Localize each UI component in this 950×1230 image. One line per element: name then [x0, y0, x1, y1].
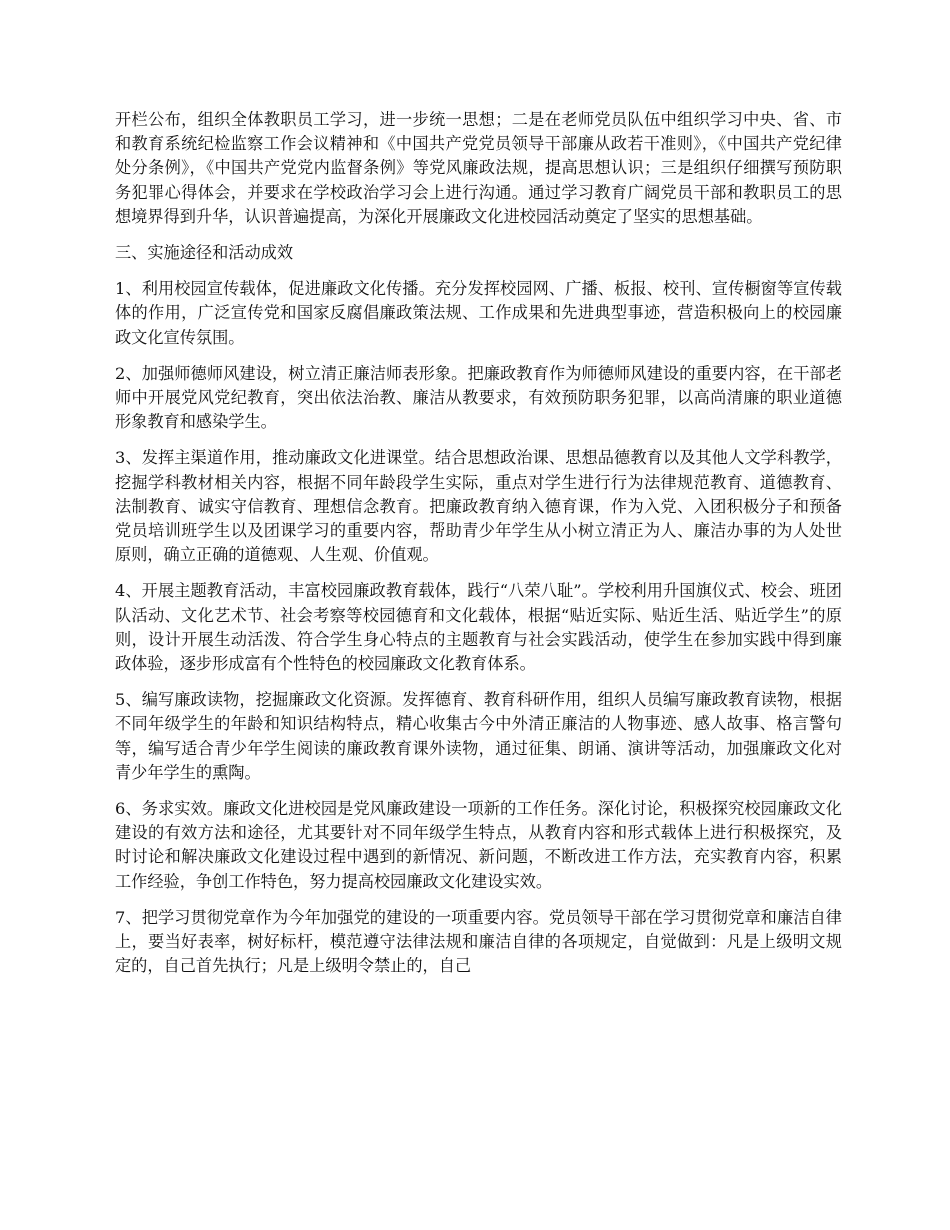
- paragraph-item-5: 5、编写廉政读物，挖掘廉政文化资源。发挥德育、教育科研作用，组织人员编写廉政教育读物，根据不同年级学生的年龄和知识结构特点，精心收集古今中外清正廉洁的人物事迹、感人故事、格言警句等，编写适合青少年学生阅读的廉政教育课外读物，通过征集、朗诵、演讲等活动，加强廉政文化对青少年学生的熏陶。: [115, 690, 842, 782]
- paragraph-item-2: 2、加强师德师风建设，树立清正廉洁师表形象。把廉政教育作为师德师风建设的重要内容，在干部老师中开展党风党纪教育，突出依法治教、廉洁从教要求，有效预防职务犯罪，以高尚清廉的职业道德形象教育和感染学生。: [115, 363, 842, 432]
- paragraph-intro-continued: 开栏公布，组织全体教职员工学习，进一步统一思想；二是在老师党员队伍中组织学习中央、省、市和教育系统纪检监察工作会议精神和《中国共产党党员领导干部廉从政若干准则》，《中国共产党纪律处分条例》，《中国共产党党内监督条例》等党风廉政法规，提高思想认识；三是组织仔细撰写预防职务犯罪心得体会，并要求在学校政治学习会上进行沟通。通过学习教育广阔党员干部和教职员工的思想境界得到升华，认识普遍提高，为深化开展廉政文化进校园活动奠定了坚实的思想基础。: [115, 110, 842, 226]
- document-body: [115, 108, 842, 991]
- paragraph-item-3: 3、发挥主渠道作用，推动廉政文化进课堂。结合思想政治课、思想品德教育以及其他人文学科教学，挖掘学科教材相关内容，根据不同年龄段学生实际，重点对学生进行行为法律规范教育、道德教育、法制教育、诚实守信教育、理想信念教育。把廉政教育纳入德育课，作为入党、入团积极分子和预备党员培训班学生以及团课学习的重要内容，帮助青少年学生从小树立清正为人、廉洁办事的为人处世原则，确立正确的道德观、人生观、价值观。: [115, 448, 842, 565]
- paragraph-item-7: 7、把学习贯彻党章作为今年加强党的建设的一项重要内容。党员领导干部在学习贯彻党章和廉洁自律上，要当好表率，树好标杆，模范遵守法律法规和廉洁自律的各项规定，自觉做到：凡是上级明文规定的，自己首先执行；凡是上级明令禁止的，自己: [115, 907, 842, 976]
- paragraph-item-1: 1、利用校园宣传载体，促进廉政文化传播。充分发挥校园网、广播、板报、校刊、宣传橱窗等宣传载体的作用，广泛宣传党和国家反腐倡廉政策法规、工作成果和先进典型事迹，营造积极向上的校园廉政文化宣传氛围。: [115, 279, 842, 347]
- section-heading-3: 三、实施途径和活动成效: [115, 243, 294, 263]
- paragraph-item-4: 4、开展主题教育活动，丰富校园廉政教育载体，践行“八荣八耻”。学校利用升国旗仪式、校会、班团队活动、文化艺术节、社会考察等校园德育和文化载体，根据“贴近实际、贴近生活、贴近学生”的原则，设计开展生动活泼、符合学生身心特点的主题教育与社会实践活动，使学生在参加实践中得到廉政体验，逐步形成富有个性特色的校园廉政文化教育体系。: [115, 581, 842, 674]
- paragraph-item-6: 6、务求实效。廉政文化进校园是党风廉政建设一项新的工作任务。深化讨论，积极探究校园廉政文化建设的有效方法和途径，尤其要针对不同年级学生特点，从教育内容和形式载体上进行积极探究，及时讨论和解决廉政文化建设过程中遇到的新情况、新问题，不断改进工作方法，充实教育内容，积累工作经验，争创工作特色，努力提高校园廉政文化建设实效。: [115, 799, 842, 891]
